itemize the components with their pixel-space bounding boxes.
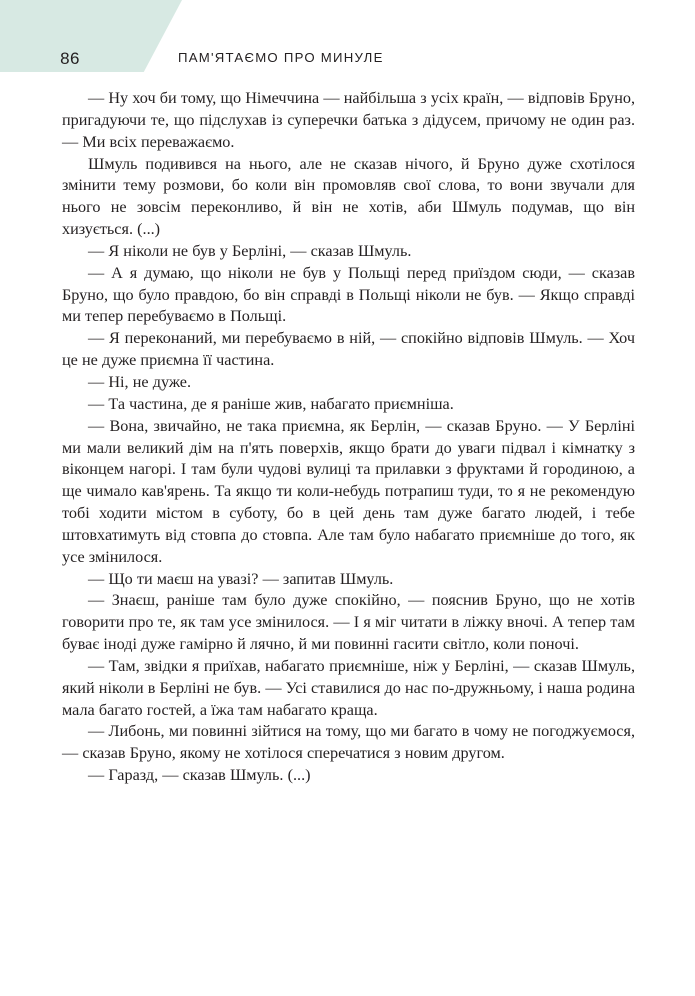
paragraph: — Гаразд, — сказав Шмуль. (...) [88,766,311,785]
paragraph: — Що ти маєш на увазі? — запитав Шмуль. [88,569,394,588]
paragraph: — Ні, не дуже. [88,372,192,391]
running-head-title: ПАМ'ЯТАЄМО ПРО МИНУЛЕ [178,50,384,65]
paragraph: — А я думаю, що ніколи не був у Польщі перед приїздом сюди, — сказав Бруно, що було правдою, бо він справді в Польщі ніколи не був. — Якщо справді ми тепер перебуваємо в Польщі. [62,263,635,326]
paragraph: — Та частина, де я раніше жив, набагато приємніша. [88,394,454,413]
page-header [0,0,695,78]
body-text-column [62,88,635,787]
paragraph: — Там, звідки я приїхав, набагато приємніше, ніж у Берліні, — сказав Шмуль, який ніколи в Берліні не був. — Усі ставилися до нас по-дружньому, і наша родина мала багато гостей, а їжа там набагато краща. [62,656,635,719]
page-number: 86 [60,49,80,68]
paragraph: — Я переконаний, ми перебуваємо в ній, — спокійно відповів Шмуль. — Хоч це не дуже приємна її частина. [62,329,635,370]
paragraph: — Ну хоч би тому, що Німеччина — найбільша з усіх країн, — відповів Бруно, пригадуючи те, що підслухав із суперечки батька з дідусем, причому не один раз. — Ми всіх переважаємо. [62,89,635,151]
paragraph: Шмуль подивився на нього, але не сказав нічого, й Бруно дуже схотілося змінити тему розмови, бо коли він промовляв свої слова, то вони звучали для нього не зовсім переконливо, й він не хотів, аби Шмуль подумав, що він хизується. (...) [62,154,635,239]
paragraph: — Я ніколи не був у Берліні, — сказав Шмуль. [88,241,412,260]
paragraph: — Вона, звичайно, не така приємна, як Берлін, — сказав Бруно. — У Берліні ми мали великий дім на п'ять поверхів, якщо брати до уваги підвал і кімнатку з віконцем нагорі. І там були чудові вулиці та прилавки з фруктами й городиною, а ще чимало кав'ярень. Та якщо ти коли-небудь потрапиш туди, то я не рекомендую тобі ходити містом в суботу, бо в цей день там дуже багато людей, і тебе штовхатимуть від стовпа до стовпа. Але там було набагато приємніше до того, як усе змінилося. [62,416,635,566]
paragraph: — Знаєш, раніше там було дуже спокійно, — пояснив Бруно, що не хотів говорити про те, як там усе змінилося. — І я міг читати в ліжку вночі. А тепер там буває іноді дуже гамірно й лячно, й ми повинні гасити світло, коли поночі. [62,591,635,654]
paragraph: — Либонь, ми повинні зійтися на тому, що ми багато в чому не погоджуємося, — сказав Бруно, якому не хотілося сперечатися з новим другом. [62,722,635,763]
